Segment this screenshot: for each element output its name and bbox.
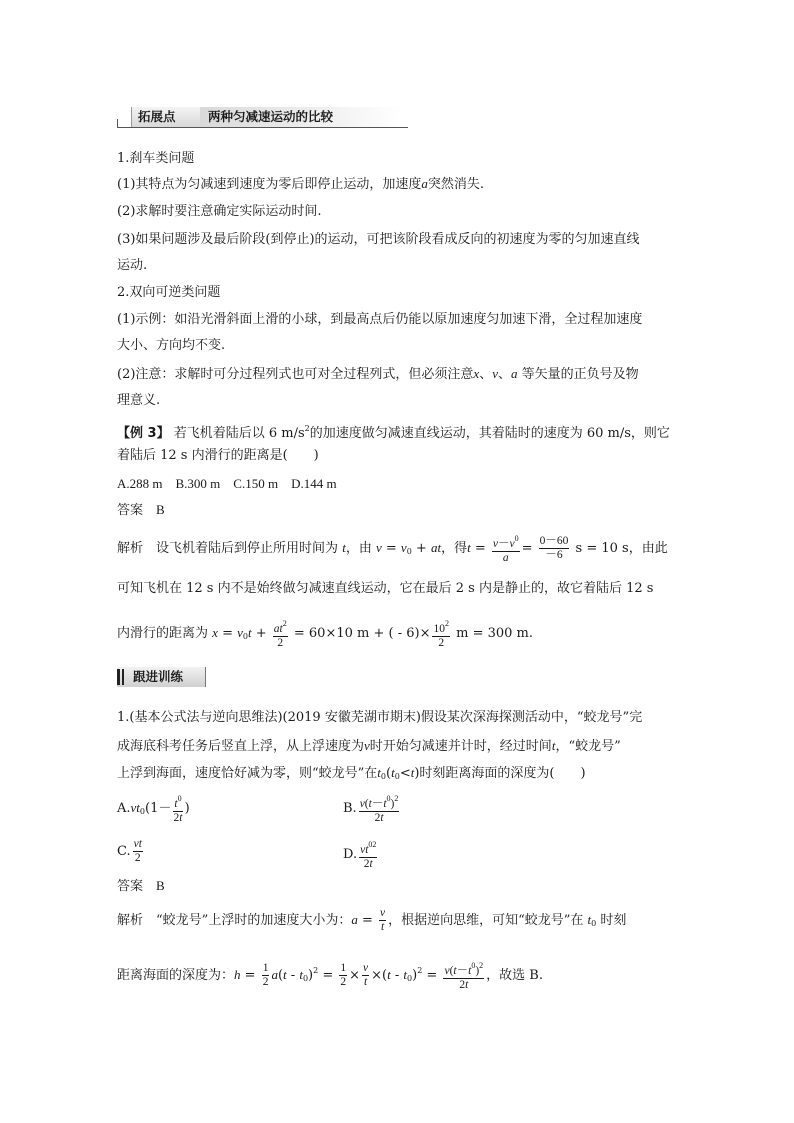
question-1-stem-b — [117, 737, 621, 756]
subscript: 0 — [591, 919, 597, 928]
text: ，故选 B. — [486, 968, 543, 983]
text: 突然消失. — [427, 177, 485, 192]
answer-label: 答案 — [117, 879, 144, 894]
fraction-numerator: $v(t-t^0)^2$ — [444, 961, 484, 977]
fraction-denominator: 2t — [374, 812, 384, 824]
answer-value: B — [156, 502, 165, 517]
section-header-practice — [117, 667, 206, 687]
text: ，“蛟龙号” — [555, 739, 621, 754]
text: = 60×10 m + ( - 6)× — [293, 626, 431, 641]
subscript: 0 — [406, 547, 412, 556]
question-1-stem-c: 上浮到海面，速度恰好减为零，则“蛟龙号”在$t_0(t_0<t)$时刻距离海面的深度为( ) — [117, 765, 586, 781]
text: “蛟龙号”上浮时的加速度大小为： — [156, 913, 352, 928]
subscript: 0 — [302, 974, 309, 983]
fraction-at2 — [273, 617, 288, 650]
var-v: v — [492, 366, 498, 381]
question-1-option-a[interactable]: $A.vt_0(1-$ $\frac{t^0}{2t}$ ) — [117, 794, 190, 824]
var-at: at — [430, 540, 442, 555]
var-v0: v — [400, 540, 407, 555]
superscript: 2 — [417, 966, 423, 975]
fraction-denominator: 2t — [459, 979, 469, 991]
var-t0: t — [391, 765, 395, 780]
text: (2)注意：求解时可分过程列式也可对全过程列式，但必须注意 — [117, 367, 474, 382]
var-t: t — [283, 967, 287, 982]
text: 时刻 — [600, 913, 627, 928]
fraction-denominator: t — [380, 921, 385, 933]
text: ，根据逆向思维，可知“蛟龙号”在 — [388, 913, 584, 928]
expr: vt — [130, 800, 140, 815]
text: 成海底科考任务后竖直上浮，从上浮速度为 — [117, 739, 365, 754]
fraction-denominator: t — [363, 976, 368, 988]
example-label: 【例 3】 — [117, 426, 170, 441]
subscript: 0 — [380, 772, 387, 781]
fraction-10sq — [432, 617, 450, 650]
fraction-value — [539, 535, 570, 562]
para-reversible-2b: 理意义. — [117, 393, 161, 408]
example-3-stem-b: 着陆后 12 s 内滑行的距离是( ) — [117, 448, 319, 463]
header-rule — [117, 127, 408, 128]
fraction-v-over-t — [379, 907, 386, 934]
fraction-numerator: v — [380, 907, 386, 919]
section-bar — [117, 669, 120, 685]
subscript: 0 — [139, 807, 146, 816]
var-t: t — [387, 967, 391, 982]
text: 时刻距离海面的深度为( ) — [419, 766, 586, 781]
fraction-half — [339, 962, 347, 989]
fraction-numerator: 1 — [262, 962, 269, 974]
question-1-option-d[interactable] — [343, 838, 379, 871]
fraction-numerator: $v(t-t^0)^2$ — [359, 794, 399, 810]
para-reversible-2a: (2)注意：求解时可分过程列式也可对全过程列式，但必须注意x、v、a 等矢量的正负号及物 — [117, 366, 639, 382]
subscript: 0 — [407, 974, 413, 983]
para-braking-3b: 运动. — [117, 258, 148, 273]
question-1-option-c[interactable] — [117, 838, 145, 865]
fraction-time — [492, 532, 520, 565]
para-reversible-1a: (1)示例：如沿光滑斜面上滑的小球，到最高点后仍能以原加速度匀加速下滑，全过程加速度 — [117, 312, 643, 327]
para-braking-1 — [117, 175, 484, 194]
question-1-option-b[interactable] — [343, 792, 401, 825]
header-tag — [131, 107, 403, 127]
option-label: C. — [117, 844, 131, 859]
text: 等矢量的正负号及物 — [521, 367, 639, 382]
option-label: D. — [343, 847, 358, 862]
var-t: t — [551, 738, 556, 753]
fraction-denominator: 2t — [363, 858, 373, 870]
text: (1)其特点为匀减速到速度为零后即停止运动，加速度 — [117, 177, 422, 192]
fraction — [359, 838, 377, 871]
text: 内滑行的距离为 — [117, 626, 209, 641]
fraction-numerator: $t^0$ — [174, 794, 182, 810]
question-1-stem-a: 1.(基本公式法与逆向思维法)(2019 安徽芜湖市期末)假设某次深海探测活动中，“蛟龙号”完 — [117, 710, 643, 725]
para-reversible-1b: 大小、方向均不变. — [117, 338, 226, 353]
superscript: 2 — [313, 966, 319, 975]
fraction-half — [262, 962, 270, 989]
header-title: 两种匀减速运动的比较 — [200, 107, 403, 127]
question-1-answer — [117, 877, 165, 896]
var-t: t — [342, 540, 346, 555]
text: ，得 — [441, 541, 468, 556]
answer-label: 答案 — [117, 503, 144, 518]
var-t: t — [410, 765, 415, 780]
example-3-solution-3: 内滑行的距离为 $x = v_0t$ + $\frac{at^2}{2}$ = 60×10 m + ( - 6)× $\frac{10^2}{2}$ m = 300 m. — [117, 619, 533, 649]
example-3-solution-1: 解析 设飞机着陆后到停止所用时间为 t，由 $v = v_0$ + at，得t = $\frac{v-v^0}{a}$ = $\frac{0-60}{-6}$ s = 10 s，由此 — [117, 534, 668, 564]
fraction-denominator: 2 — [340, 976, 347, 988]
example-3-stem-a — [117, 420, 670, 443]
var-t0: t — [299, 967, 303, 982]
heading-braking: 1.刹车类问题 — [117, 151, 195, 166]
fraction-denominator: 2 — [277, 637, 284, 649]
question-1-solution-1: 解析 “蛟龙号”上浮时的加速度大小为：a = $\frac{v}{t}$ ，根据逆向思维，可知“蛟龙号”在 $t_0$ 时刻 — [117, 907, 627, 933]
example-3-answer — [117, 501, 165, 520]
var-t0: t — [377, 765, 381, 780]
fraction-denominator: 2 — [134, 852, 141, 864]
fraction-numerator: $vt^{02}$ — [360, 840, 377, 856]
var-t: t — [467, 540, 471, 555]
text: 的加速度做匀减速直线运动，其着陆时的速度为 60 m/s，则它 — [309, 426, 670, 441]
fraction — [359, 792, 400, 825]
fraction-numerator: vt — [133, 838, 142, 850]
fraction — [173, 792, 182, 825]
text: 距离海面的深度为： — [117, 968, 235, 983]
analysis-label: 解析 — [117, 913, 144, 928]
analysis-label: 解析 — [117, 541, 144, 556]
text: 时开始匀减速并计时，经过时间 — [369, 739, 552, 754]
header-tag-label: 拓展点 — [131, 107, 200, 127]
fraction-denominator: 2 — [262, 976, 269, 988]
var-a: a — [351, 912, 358, 927]
var-v0t: v — [237, 625, 243, 640]
superscript: 2 — [304, 424, 310, 433]
fraction — [133, 838, 143, 865]
text: m = 300 m. — [456, 626, 533, 641]
subscript: 0 — [242, 632, 248, 641]
var-v: v — [364, 738, 370, 753]
fraction-numerator: 0－60 — [539, 535, 569, 547]
para-braking-3a: (3)如果问题涉及最后阶段(到停止)的运动，可把该阶段看成反向的初速度为零的匀加速直线 — [117, 232, 640, 247]
text: 若飞机着陆后以 6 m/s — [173, 426, 305, 441]
expr: a — [271, 967, 278, 982]
fraction-numerator: $10^2$ — [433, 619, 449, 635]
text: 设飞机着陆后到停止所用时间为 — [156, 541, 339, 556]
var-t: t — [247, 625, 252, 640]
var-x: x — [212, 625, 218, 640]
fraction-denominator: a — [502, 552, 509, 564]
example-3-options: A.288 m B.300 m C.150 m D.144 m — [117, 476, 337, 491]
question-1-solution-2: 距离海面的深度为：h = $\frac{1}{2}$ $a(t - t_0)^2$ = $\frac{1}{2}$ × $\frac{v}{t}$ $\times(t - t_0)^2$ = $\frac{v(t-t^0)^2}{2t}$ ，故选 B. — [117, 961, 543, 991]
section-bar — [122, 669, 124, 685]
vars-xva: x — [473, 366, 480, 381]
option-label: A. — [117, 801, 131, 816]
var-h: h — [234, 967, 241, 982]
fraction-denominator: 2t — [173, 812, 183, 824]
text: s = 10 s，由此 — [575, 541, 668, 556]
text: ，由 — [345, 541, 372, 556]
fraction-numerator: v — [363, 962, 369, 974]
fraction-numerator: $at^2$ — [273, 619, 287, 635]
var-a: a — [511, 366, 518, 381]
fraction-numerator: 1 — [340, 962, 347, 974]
para-braking-2: (2)求解时要注意确定实际运动时间. — [117, 204, 322, 219]
section-header-extension — [117, 107, 408, 129]
section-title: 跟进训练 — [133, 669, 184, 684]
fraction-v-over-t — [362, 962, 369, 989]
answer-value: B — [156, 878, 165, 893]
var-t0: t — [403, 967, 408, 982]
fraction-denominator: 2 — [438, 637, 445, 649]
heading-reversible: 2.双向可逆类问题 — [117, 285, 221, 300]
fraction-denominator: －6 — [545, 549, 563, 561]
subscript: 0 — [394, 772, 400, 781]
var-a: a — [421, 176, 428, 191]
example-3-solution-2: 可知飞机在 12 s 内不是始终做匀减速直线运动，它在最后 2 s 内是静止的，故它着陆后 12 s — [117, 581, 654, 596]
var-t0: t — [587, 912, 592, 927]
eq-velocity: v — [375, 540, 382, 555]
fraction-numerator: $v-v^0$ — [492, 534, 519, 550]
text: 上浮到海面，速度恰好减为零，则“蛟龙号”在 — [117, 766, 378, 781]
fraction-result — [443, 959, 484, 992]
option-label: B. — [343, 801, 357, 816]
